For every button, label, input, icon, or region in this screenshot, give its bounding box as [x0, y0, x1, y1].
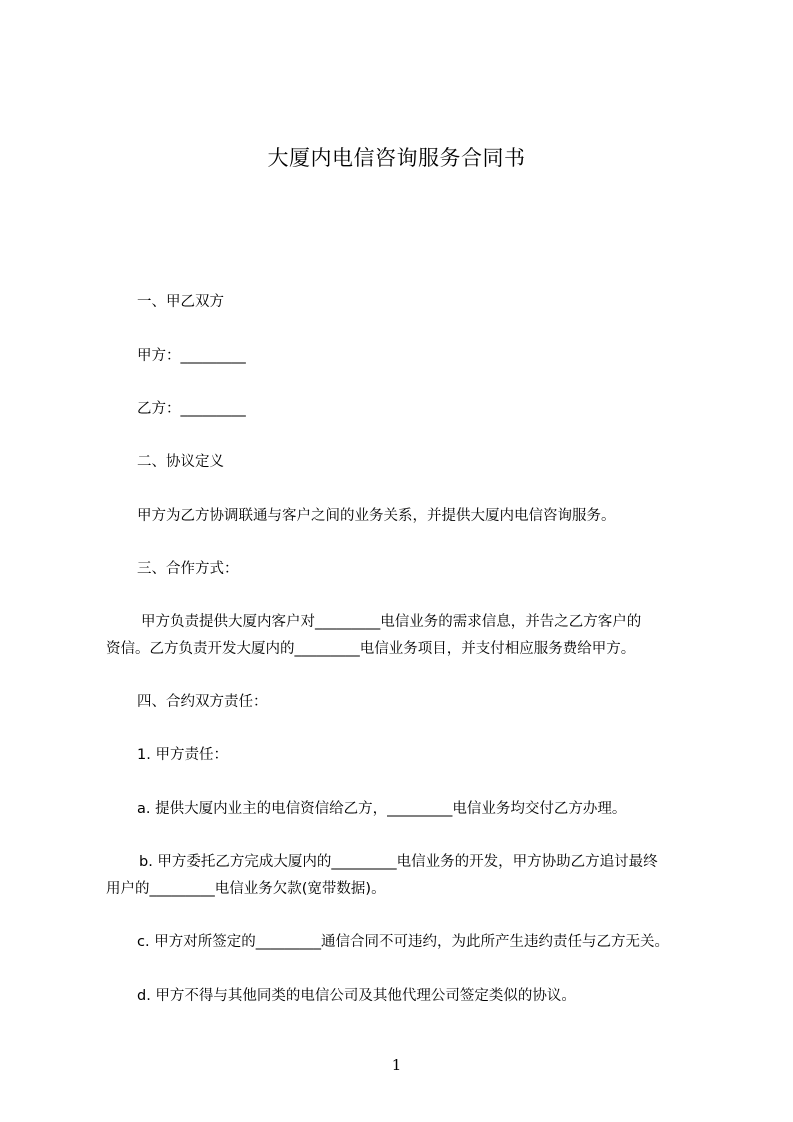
- party-a-line: 甲方：_________: [137, 348, 246, 364]
- section3-heading: 三、合作方式：: [137, 561, 239, 577]
- definition-text: 甲方为乙方协调联通与客户之间的业务关系，并提供大厦内电信咨询服务。: [137, 508, 616, 524]
- page-number: 1: [391, 1056, 402, 1074]
- duty-item-a: a. 提供大厦内业主的电信资信给乙方，_________电信业务均交付乙方办理。: [137, 801, 627, 817]
- section4-heading: 四、合约双方责任：: [137, 694, 268, 710]
- document-title: 大厦内电信咨询服务合同书: [267, 146, 526, 170]
- cooperation-line2: 资信。乙方负责开发大厦内的_________电信业务项目，并支付相应服务费给甲方。: [106, 641, 636, 657]
- duty-item-d: d. 甲方不得与其他同类的电信公司及其他代理公司签定类似的协议。: [137, 988, 576, 1004]
- cooperation-line1: 甲方负责提供大厦内客户对_________电信业务的需求信息，并告之乙方客户的: [141, 614, 642, 630]
- duty-item-c: c. 甲方对所签定的_________通信合同不可违约，为此所产生违约责任与乙方无关。: [137, 934, 669, 950]
- duty-item-b-line2: 用户的_________电信业务欠款(宽带数据)。: [106, 881, 386, 897]
- duty-item-b-line1: b. 甲方委托乙方完成大厦内的_________电信业务的开发，甲方协助乙方追讨最终: [139, 854, 658, 870]
- section2-heading: 二、协议定义: [137, 454, 224, 470]
- section1-heading: 一、甲乙双方: [137, 294, 224, 310]
- party-a-duty-heading: 1. 甲方责任：: [137, 747, 228, 763]
- party-b-line: 乙方：_________: [137, 401, 246, 417]
